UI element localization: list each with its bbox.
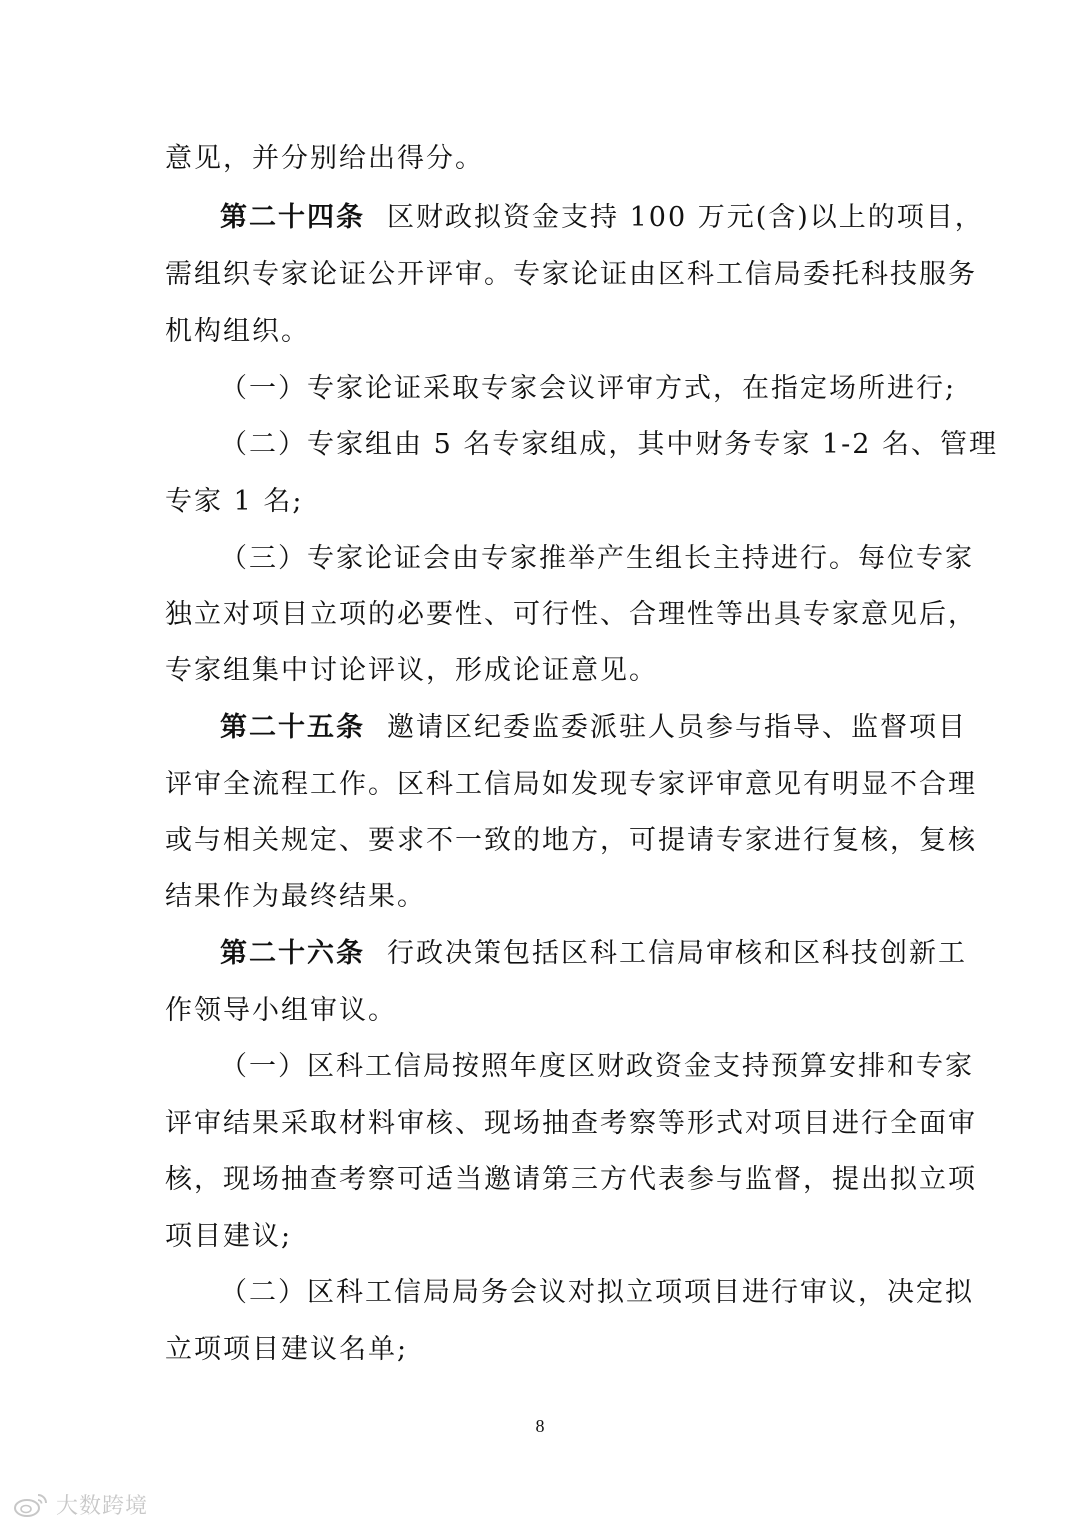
line-text: 或与相关规定、要求不一致的地方，可提请专家进行复核，复核 xyxy=(165,825,977,856)
line-text: （一）区科工信局按照年度区财政资金支持预算安排和专家 xyxy=(220,1051,974,1082)
line-text: 区财政拟资金支持 100 万元(含)以上的项目， xyxy=(387,202,984,233)
line-text: 需组织专家论证公开评审。专家论证由区科工信局委托科技服务 xyxy=(165,259,977,290)
line-text: （二）区科工信局局务会议对拟立项项目进行审议，决定拟 xyxy=(220,1277,974,1308)
article-25-heading-line xyxy=(220,708,967,748)
line-text: （一）专家论证采取专家会议评审方式，在指定场所进行; xyxy=(220,373,957,404)
list-item-line xyxy=(220,1047,974,1087)
line-text: 结果作为最终结果。 xyxy=(165,881,426,912)
line-text: 独立对项目立项的必要性、可行性、合理性等出具专家意见后， xyxy=(165,599,977,630)
paragraph-line xyxy=(165,1104,977,1144)
list-item-line xyxy=(220,369,957,409)
list-item-line xyxy=(220,1273,974,1313)
list-item-line xyxy=(220,539,974,579)
line-text: 专家组集中讨论评议，形成论证意见。 xyxy=(165,655,658,686)
line-text: 评审全流程工作。区科工信局如发现专家评审意见有明显不合理 xyxy=(165,769,977,800)
watermark xyxy=(12,1488,148,1520)
watermark-text: 大数跨境 xyxy=(56,1493,149,1519)
weibo-logo-icon xyxy=(12,1489,50,1519)
paragraph-line xyxy=(165,255,977,295)
article-number: 第二十五条 xyxy=(220,712,365,743)
line-text: （三）专家论证会由专家推举产生组长主持进行。每位专家 xyxy=(220,543,974,574)
paragraph-line xyxy=(165,312,917,352)
line-text: 邀请区纪委监委派驻人员参与指导、监督项目 xyxy=(387,712,967,743)
line-text: 行政决策包括区科工信局审核和区科技创新工 xyxy=(387,938,967,969)
paragraph-line xyxy=(165,765,977,805)
list-item-line xyxy=(220,425,998,465)
line-text: 专家 1 名; xyxy=(165,486,304,517)
article-number: 第二十四条 xyxy=(220,202,365,233)
line-text: 作领导小组审议。 xyxy=(165,995,397,1026)
article-26-heading-line xyxy=(220,934,967,974)
article-number: 第二十六条 xyxy=(220,938,365,969)
line-text: 核，现场抽查考察可适当邀请第三方代表参与监督，提出拟立项 xyxy=(165,1164,977,1195)
paragraph-line xyxy=(165,139,917,179)
page-number: 8 xyxy=(535,1416,545,1436)
line-text: 意见，并分别给出得分。 xyxy=(165,143,484,174)
paragraph-line xyxy=(165,877,917,917)
paragraph-line xyxy=(165,651,917,691)
line-text: 评审结果采取材料审核、现场抽查考察等形式对项目进行全面审 xyxy=(165,1108,977,1139)
paragraph-line xyxy=(165,1217,917,1257)
paragraph-line xyxy=(165,821,977,861)
line-text: （二）专家组由 5 名专家组成，其中财务专家 1-2 名、管理 xyxy=(220,429,998,460)
line-text: 机构组织。 xyxy=(165,316,310,347)
line-text: 立项项目建议名单; xyxy=(165,1334,409,1365)
paragraph-line xyxy=(165,1330,917,1370)
line-text: 项目建议; xyxy=(165,1221,293,1252)
paragraph-line xyxy=(165,1160,977,1200)
paragraph-line xyxy=(165,482,917,522)
paragraph-line xyxy=(165,991,917,1031)
paragraph-line xyxy=(165,595,977,635)
article-24-heading-line xyxy=(220,198,984,238)
